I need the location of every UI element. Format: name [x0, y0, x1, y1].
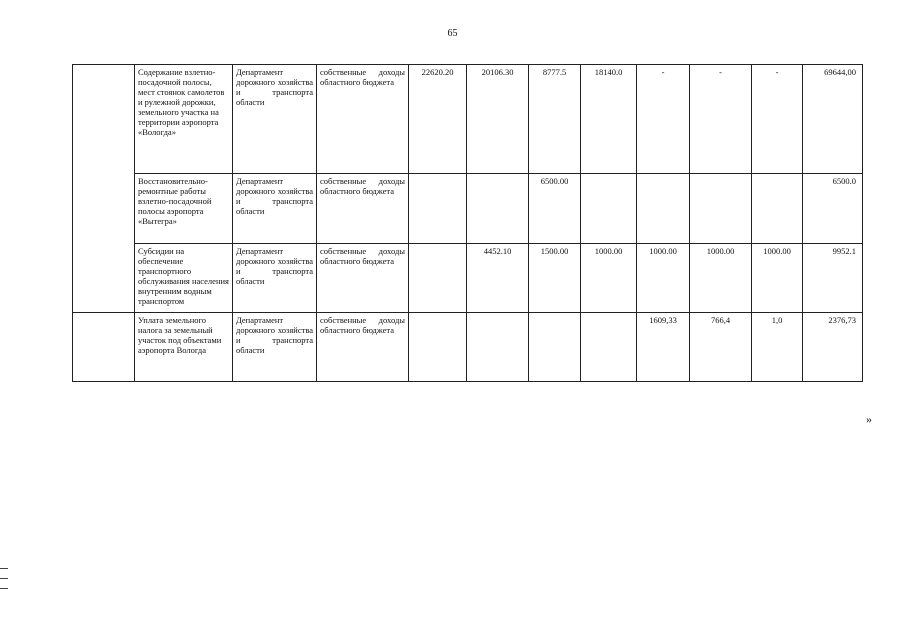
scan-margin-mark [0, 578, 8, 579]
page-number: 65 [447, 28, 458, 39]
value-cell: 1609,33 [637, 313, 690, 382]
value-cell: 6500.00 [529, 174, 581, 244]
empty-index-cell [73, 313, 135, 382]
budget-table [72, 64, 863, 382]
value-cell: 8777.5 [529, 65, 581, 174]
value-cell [409, 313, 467, 382]
value-cell: 1000.00 [690, 244, 752, 313]
total-cell: 6500.0 [803, 174, 863, 244]
value-cell: 4452.10 [467, 244, 529, 313]
activity-cell: Уплата земельного налога за земельный участок под объектами аэропорта Вологда [135, 313, 233, 382]
value-cell [409, 174, 467, 244]
table-row [73, 313, 863, 382]
funding-source-cell: собственные доходы областного бюджета [317, 174, 409, 244]
executor-cell: Департамент дорожного хозяйства и транспорта области [233, 313, 317, 382]
empty-index-cell [73, 65, 135, 313]
scan-margin-mark [0, 588, 8, 589]
total-cell: 9952.1 [803, 244, 863, 313]
table-row [73, 174, 863, 244]
total-cell: 69644,00 [803, 65, 863, 174]
value-cell [752, 174, 803, 244]
value-cell: 1,0 [752, 313, 803, 382]
total-cell: 2376,73 [803, 313, 863, 382]
value-cell: 766,4 [690, 313, 752, 382]
activity-cell: Субсидии на обеспечение транспортного обслуживания населения внутренним водным транспортом [135, 244, 233, 313]
value-cell [581, 174, 637, 244]
value-cell [467, 313, 529, 382]
activity-cell: Содержание взлетно-посадочной полосы, мест стоянок самолетов и рулежной дорожки, земельного участка на территории аэропорта «Вологда» [135, 65, 233, 174]
executor-cell: Департамент дорожного хозяйства и транспорта области [233, 174, 317, 244]
activity-cell: Восстановительно-ремонтные работы взлетно-посадочной полосы аэропорта «Вытегра» [135, 174, 233, 244]
value-cell: 1500.00 [529, 244, 581, 313]
value-cell [467, 174, 529, 244]
funding-source-cell: собственные доходы областного бюджета [317, 313, 409, 382]
value-cell [409, 244, 467, 313]
value-cell: 1000.00 [581, 244, 637, 313]
funding-source-cell: собственные доходы областного бюджета [317, 244, 409, 313]
value-cell: 1000.00 [637, 244, 690, 313]
table-row [73, 244, 863, 313]
value-cell: - [690, 65, 752, 174]
value-cell: 20106.30 [467, 65, 529, 174]
value-cell [581, 313, 637, 382]
table-row [73, 65, 863, 174]
scan-margin-mark [0, 568, 8, 569]
value-cell [690, 174, 752, 244]
value-cell: 1000.00 [752, 244, 803, 313]
value-cell [529, 313, 581, 382]
executor-cell: Департамент дорожного хозяйства и транспорта области [233, 244, 317, 313]
value-cell: - [752, 65, 803, 174]
value-cell [637, 174, 690, 244]
funding-source-cell: собственные доходы областного бюджета [317, 65, 409, 174]
value-cell: - [637, 65, 690, 174]
value-cell: 22620.20 [409, 65, 467, 174]
value-cell: 18140.0 [581, 65, 637, 174]
executor-cell: Департамент дорожного хозяйства и транспорта области [233, 65, 317, 174]
closing-quote: » [866, 412, 872, 426]
